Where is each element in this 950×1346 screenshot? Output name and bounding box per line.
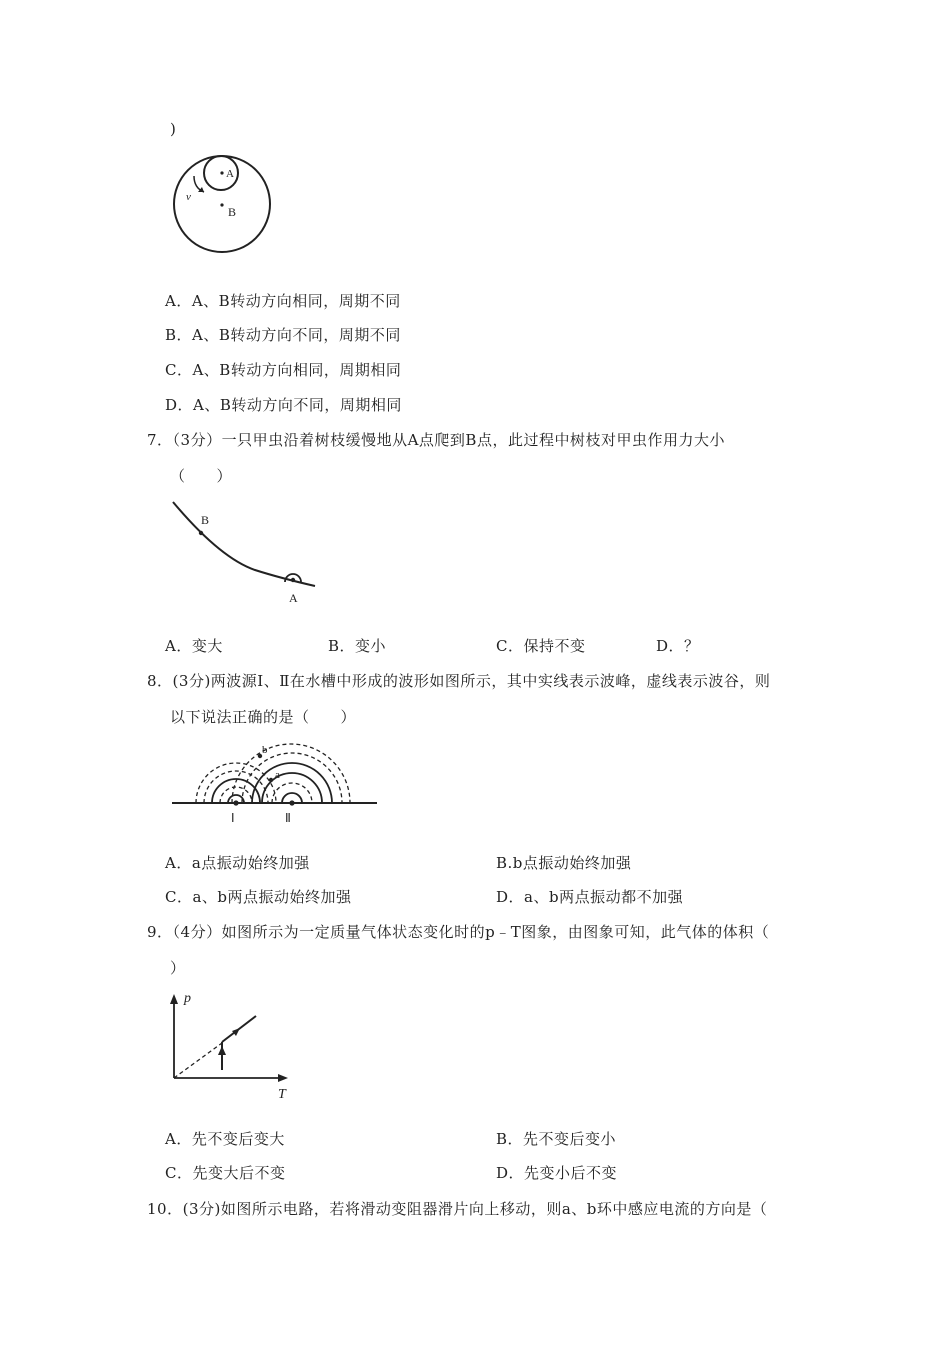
q10-stem-line1: 10．(3分)如图所示电路，若将滑动变阻器滑片向上移动，则a、b环中感应电流的方向是（ bbox=[147, 1200, 768, 1218]
q8-option-b: B.b点振动始终加强 bbox=[496, 854, 632, 872]
q9-sloped-arrow bbox=[232, 1028, 240, 1036]
q8-point-a bbox=[269, 778, 273, 782]
q8-option-c: C．a、b两点振动始终加强 bbox=[165, 888, 352, 906]
q7-point-a bbox=[291, 578, 295, 582]
q9-vertical-arrow bbox=[218, 1046, 226, 1055]
q8-source1-trough-3 bbox=[196, 763, 276, 803]
q9-axis-label-t: T bbox=[278, 1087, 286, 1100]
q6-option-b: B．A、B转动方向不同，周期不同 bbox=[165, 326, 401, 344]
q9-option-a: A．先不变后变大 bbox=[165, 1130, 285, 1148]
q8-label-i: Ⅰ bbox=[231, 811, 235, 825]
q7-label-b: B bbox=[201, 513, 210, 527]
q7-point-b bbox=[199, 531, 203, 535]
q7-stem-line1: 7．（3分）一只甲虫沿着树枝缓慢地从A点爬到B点，此过程中树枝对甲虫作用力大小 bbox=[147, 431, 725, 449]
q8-source2-crest-2 bbox=[262, 773, 322, 803]
q9-option-c: C．先变大后不变 bbox=[165, 1164, 286, 1182]
q6-option-a: A．A、B转动方向相同，周期不同 bbox=[165, 292, 401, 310]
q8-label-b: b bbox=[262, 744, 268, 756]
q7-option-d: D．？ bbox=[656, 637, 700, 655]
q8-option-a: A．a点振动始终加强 bbox=[165, 854, 310, 872]
q9-option-b: B．先不变后变小 bbox=[496, 1130, 617, 1148]
q9-option-d: D．先变小后不变 bbox=[496, 1164, 618, 1182]
q8-stem-line2: 以下说法正确的是（ ） bbox=[170, 708, 357, 726]
q9-stem-line2: ） bbox=[170, 959, 186, 977]
q9-stem-line1: 9．（4分）如图所示为一定质量气体状态变化时的p﹣T图象，由图象可知，此气体的体积（ bbox=[147, 923, 770, 941]
q8-label-a: a bbox=[275, 769, 280, 781]
q6-label-v: v bbox=[186, 191, 191, 203]
q6-label-b: B bbox=[228, 205, 237, 219]
q8-source-2 bbox=[289, 800, 294, 805]
q9-y-axis-arrow bbox=[170, 994, 178, 1004]
q6-option-c: C．A、B转动方向相同，周期相同 bbox=[165, 361, 402, 379]
q9-x-axis-arrow bbox=[278, 1074, 288, 1082]
q8-option-d: D．a、b两点振动都不加强 bbox=[496, 888, 684, 906]
q6-label-a: A bbox=[226, 168, 234, 180]
q9-pt-graph bbox=[160, 988, 300, 1100]
q7-label-a: A bbox=[289, 591, 298, 605]
q6-circle-figure bbox=[160, 148, 290, 258]
q7-option-c: C．保持不变 bbox=[496, 637, 586, 655]
q9-dashed-extension bbox=[174, 1043, 222, 1078]
q8-wave-figure bbox=[170, 738, 380, 828]
q7-stem-line2: （ ） bbox=[170, 467, 233, 485]
q7-option-b: B．变小 bbox=[328, 637, 387, 655]
q8-stem-line1: 8．(3分)两波源Ⅰ、Ⅱ在水槽中形成的波形如图所示，其中实线表示波峰，虚线表示波谷，则 bbox=[147, 672, 771, 690]
q8-label-ii: Ⅱ bbox=[285, 811, 291, 825]
q6-stem-tail: ) bbox=[170, 120, 177, 138]
q9-axis-label-p: p bbox=[184, 991, 191, 1006]
q6-option-d: D．A、B转动方向不同，周期相同 bbox=[165, 396, 402, 414]
q8-source-1 bbox=[233, 800, 238, 805]
q7-option-a: A．变大 bbox=[165, 637, 223, 655]
q7-branch-figure bbox=[165, 498, 325, 608]
q6-point-a bbox=[220, 171, 223, 174]
q6-point-b bbox=[220, 203, 223, 206]
